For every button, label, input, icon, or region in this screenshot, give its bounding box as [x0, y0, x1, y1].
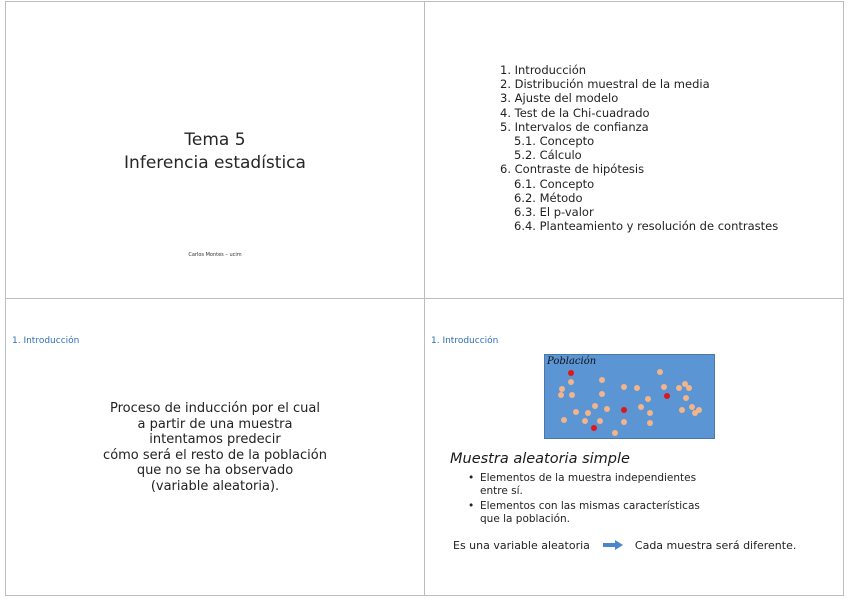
population-individual-dot	[592, 403, 598, 409]
population-individual-dot	[585, 410, 591, 416]
toc-item: 5.2. Cálculo	[514, 148, 582, 163]
population-label: Población	[547, 356, 597, 367]
slide-introduction	[5, 298, 425, 596]
conclusion-left: Es una variable aleatoria	[453, 539, 590, 552]
sampled-individual-dot	[621, 407, 627, 413]
toc-item: 6.3. El p-valor	[514, 205, 594, 220]
sampled-individual-dot	[664, 393, 670, 399]
population-individual-dot	[647, 410, 653, 416]
population-individual-dot	[569, 392, 575, 398]
population-individual-dot	[612, 430, 618, 436]
bullet-text: que la población.	[480, 513, 571, 525]
conclusion-line	[453, 539, 796, 553]
population-individual-dot	[599, 391, 605, 397]
slide-sampling	[424, 298, 844, 596]
bullet-item	[465, 472, 700, 498]
title-line-2: Inferencia estadística	[124, 153, 306, 173]
sample-title: Muestra aleatoria simple	[450, 451, 630, 467]
definition-line: a partir de una muestra	[137, 416, 293, 432]
population-individual-dot	[676, 385, 682, 391]
definition-line: cómo será el resto de la población	[103, 447, 327, 463]
slide-title	[5, 1, 425, 299]
sample-properties-list	[465, 472, 700, 528]
toc-item: 5.1. Concepto	[514, 134, 595, 149]
definition-line: Proceso de inducción por el cual	[110, 401, 320, 416]
population-individual-dot	[582, 418, 588, 424]
population-individual-dot	[657, 369, 663, 375]
toc-item: 6.4. Planteamiento y resolución de contrastes	[514, 219, 779, 234]
population-individual-dot	[599, 377, 605, 383]
conclusion-right: Cada muestra será diferente.	[634, 539, 797, 552]
slide-title-text	[6, 129, 424, 175]
population-individual-dot	[638, 404, 644, 410]
author-credit: Carlos Montes – ucim	[188, 252, 242, 258]
population-individual-dot	[634, 385, 640, 391]
toc-item: 6. Contraste de hipótesis	[500, 162, 645, 177]
population-individual-dot	[683, 395, 689, 401]
population-individual-dot	[558, 392, 564, 398]
population-individual-dot	[561, 417, 567, 423]
slide-contents	[424, 1, 844, 299]
section-label: 1. Introducción	[12, 336, 80, 346]
table-of-contents	[500, 63, 778, 233]
population-individual-dot	[686, 385, 692, 391]
population-individual-dot	[597, 418, 603, 424]
toc-item: 6.1. Concepto	[514, 176, 595, 191]
toc-item: 6.2. Método	[514, 190, 583, 205]
bullet-text: entre sí.	[480, 485, 523, 497]
bullet-item	[465, 500, 700, 526]
population-individual-dot	[645, 396, 651, 402]
sampled-individual-dot	[568, 370, 574, 376]
section-label: 1. Introducción	[431, 336, 499, 346]
population-individual-dot	[604, 406, 610, 412]
toc-item: 1. Introducción	[500, 63, 587, 77]
population-individual-dot	[661, 384, 667, 390]
bullet-text: • Elementos de la muestra independientes	[480, 472, 697, 484]
definition-line: que no se ha observado	[136, 463, 294, 479]
right-arrow-icon	[603, 540, 623, 553]
population-individual-dot	[689, 404, 695, 410]
title-line-1: Tema 5	[184, 130, 246, 150]
population-individual-dot	[679, 407, 685, 413]
population-individual-dot	[621, 419, 627, 425]
population-individual-dot	[573, 409, 579, 415]
population-individual-dot	[568, 379, 574, 385]
definition-line: intentamos predecir	[149, 432, 281, 448]
toc-item: 3. Ajuste del modelo	[500, 91, 619, 106]
population-individual-dot	[696, 407, 702, 413]
population-diagram	[544, 354, 715, 439]
toc-item: 5. Intervalos de confianza	[500, 119, 649, 134]
definition-line: (variable aleatoria).	[150, 478, 280, 494]
bullet-text: • Elementos con las mismas características	[480, 500, 700, 512]
sampled-individual-dot	[591, 425, 597, 431]
definition-text	[6, 401, 424, 495]
toc-item: 4. Test de la Chi-cuadrado	[500, 105, 650, 120]
toc-item: 2. Distribución muestral de la media	[500, 77, 710, 92]
population-individual-dot	[621, 384, 627, 390]
population-individual-dot	[647, 420, 653, 426]
